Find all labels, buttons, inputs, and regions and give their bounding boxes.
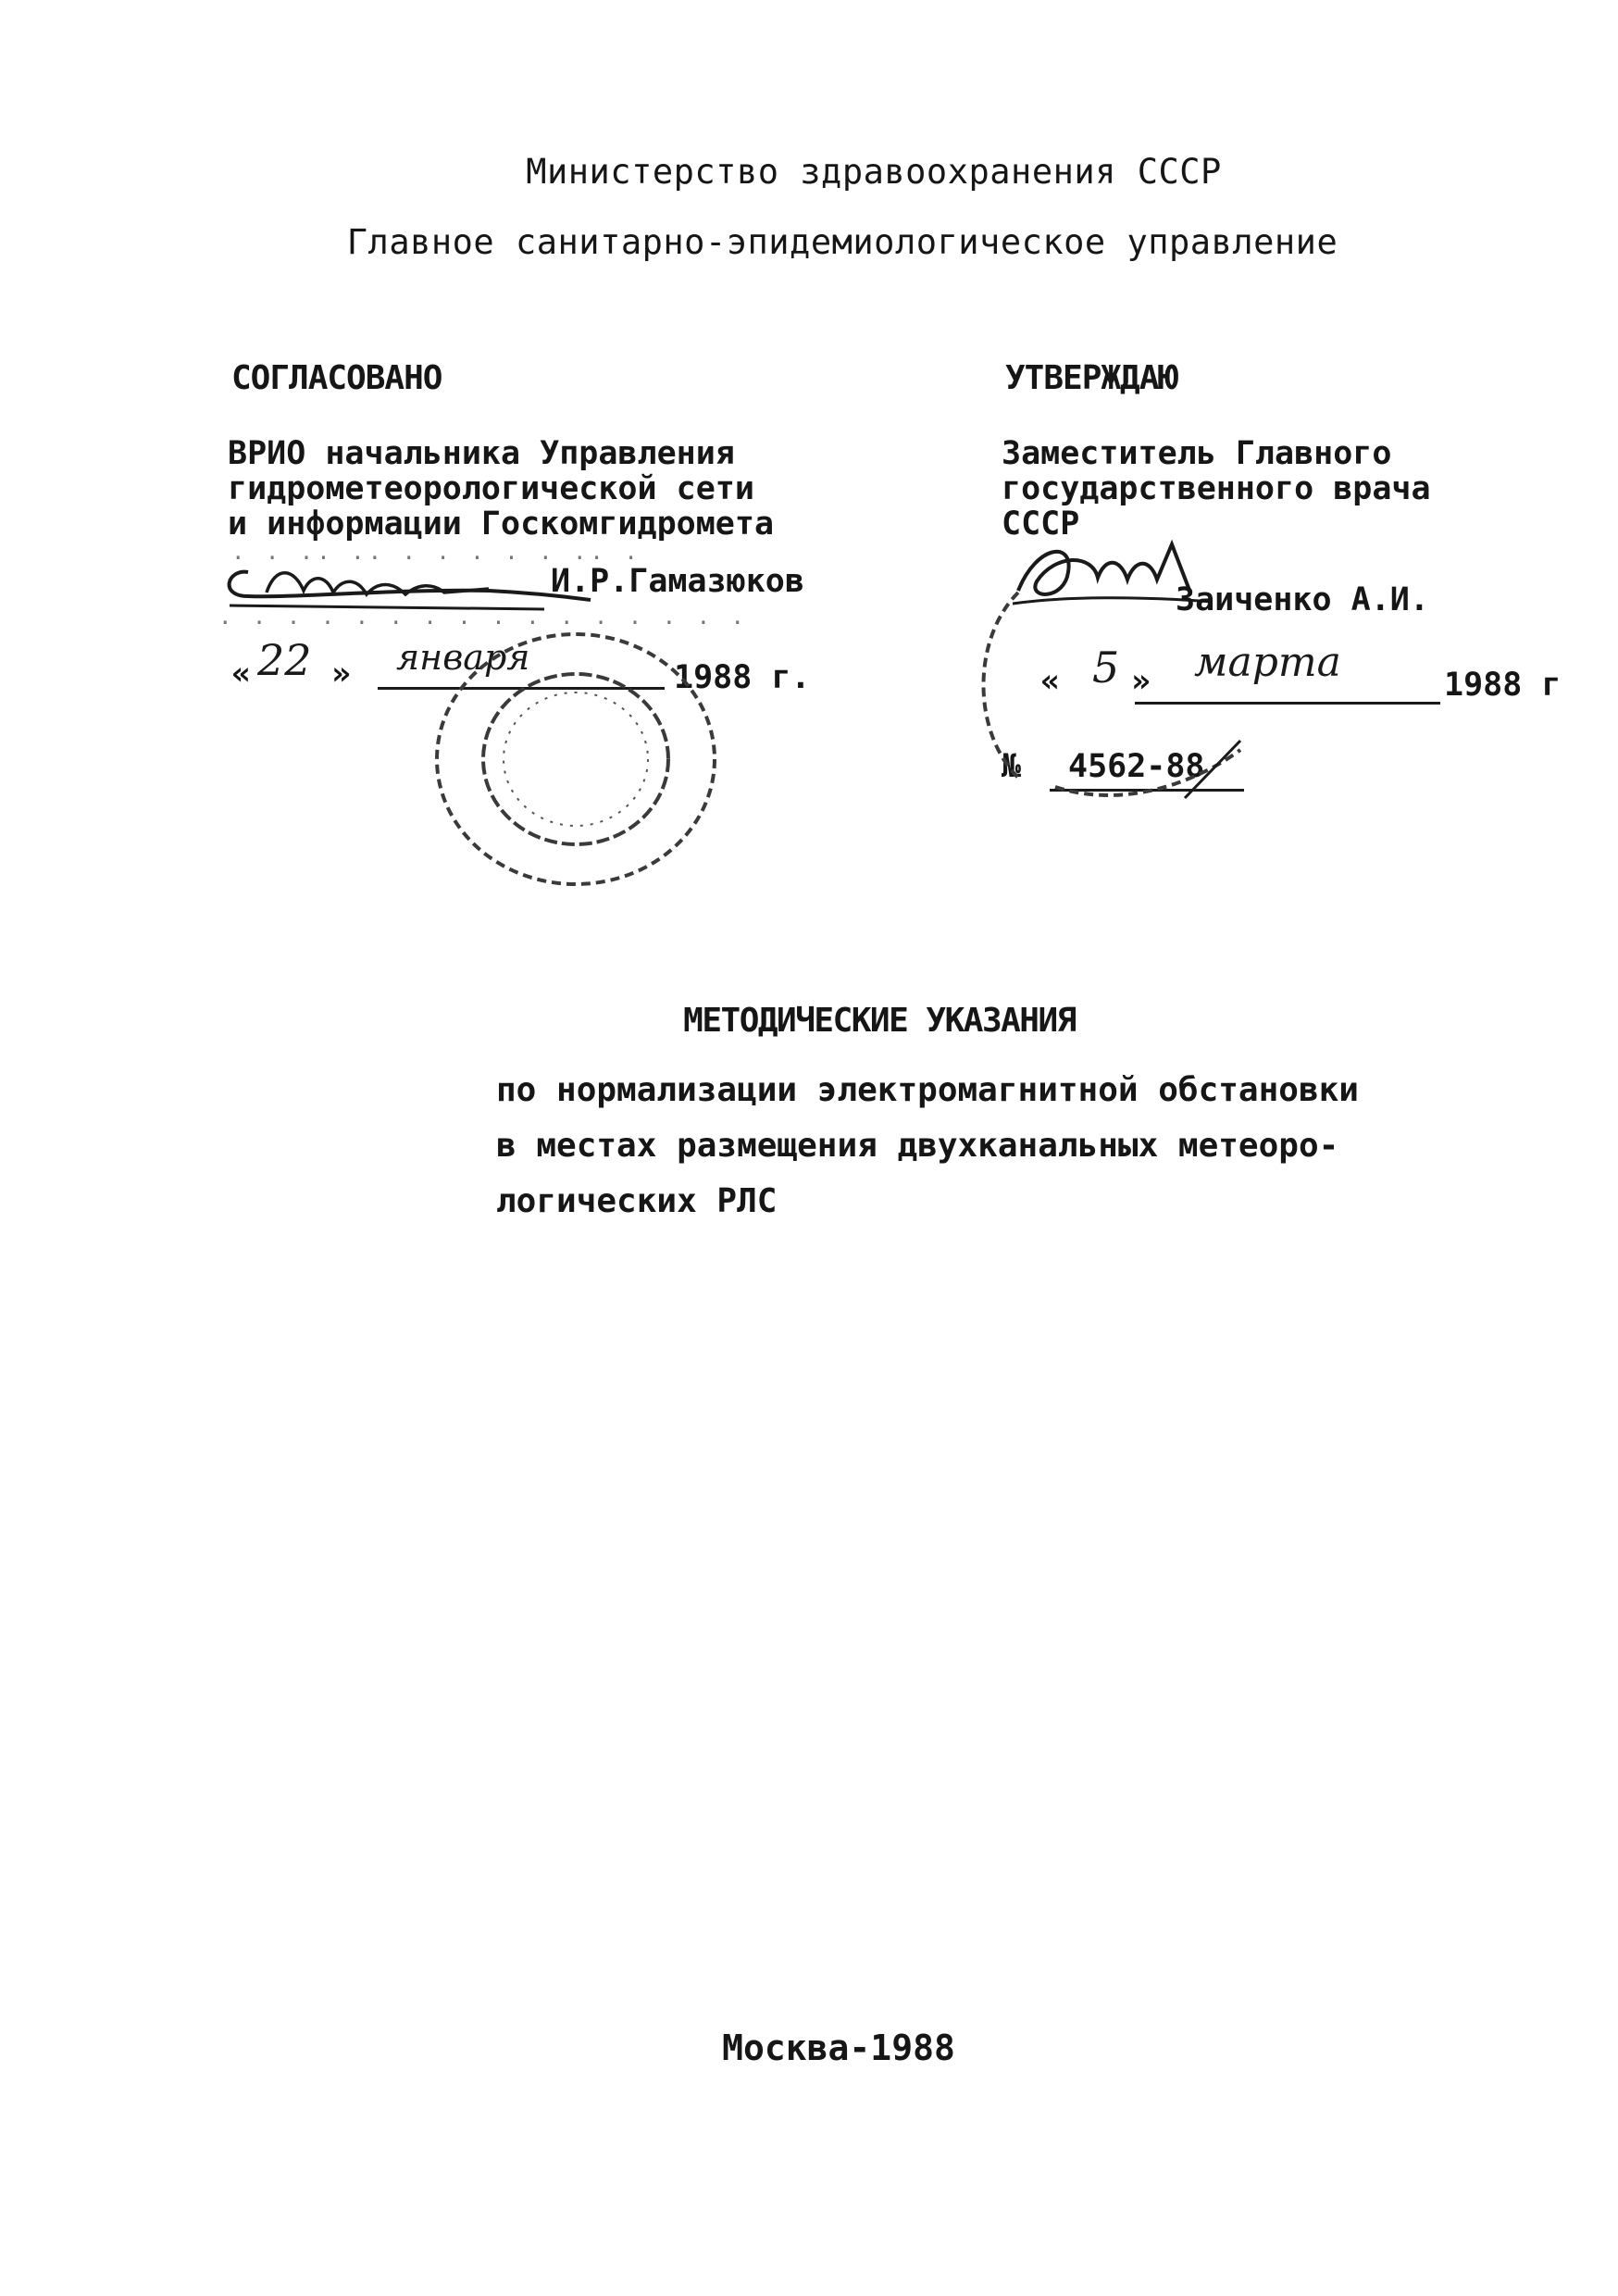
left-position-line-1: ВРИО начальника Управления xyxy=(228,435,735,472)
document-subtitle-line-1: по нормализации электромагнитной обстановки xyxy=(496,1071,1359,1109)
left-position-line-2: гидрометеорологической сети xyxy=(228,470,754,507)
right-position-line-1: Заместитель Главного xyxy=(1002,435,1392,472)
agreed-heading: СОГЛАСОВАНО xyxy=(231,359,442,397)
right-date-quote-close: » xyxy=(1131,663,1151,700)
right-date-quote-open: « xyxy=(1040,663,1061,700)
left-date-quote-open: « xyxy=(231,655,252,693)
right-round-stamp xyxy=(963,555,1277,824)
document-subtitle-line-3: логических РЛС xyxy=(496,1182,778,1220)
left-date-year: 1988 г. xyxy=(674,659,811,696)
document-title: МЕТОДИЧЕСКИЕ УКАЗАНИЯ xyxy=(683,1002,1076,1040)
place-and-year: Москва-1988 xyxy=(722,2028,955,2068)
left-date-quote-close: » xyxy=(331,655,352,693)
left-date-month: января xyxy=(396,637,530,678)
right-signatory-name: Заиченко А.И. xyxy=(1176,581,1429,618)
right-number-prefix: № xyxy=(1002,748,1022,785)
faded-text-noise-2: . . . . . . . . . . . . . . . . xyxy=(218,604,748,630)
right-date-day: 5 xyxy=(1092,643,1120,693)
department-header: Главное санитарно-эпидемиологическое управление xyxy=(346,222,1338,262)
left-position-line-3: и информации Госкомгидромета xyxy=(228,505,775,543)
right-date-year: 1988 г xyxy=(1444,667,1562,704)
ministry-header: Министерство здравоохранения СССР xyxy=(526,152,1222,192)
approved-heading: УТВЕРЖДАЮ xyxy=(1005,359,1178,397)
right-position-line-3: СССР xyxy=(1002,505,1080,543)
left-date-day: 22 xyxy=(257,635,312,685)
right-doc-number: 4562-88 xyxy=(1068,748,1205,785)
document-subtitle-line-2: в местах размещения двухканальных метеоро- xyxy=(496,1127,1339,1165)
right-date-month: марта xyxy=(1194,639,1341,686)
faded-text-noise: . . .. .. . . . . . .. . xyxy=(231,539,641,565)
left-round-stamp xyxy=(418,620,733,898)
right-position-line-2: государственного врача xyxy=(1002,470,1431,507)
left-signatory-name: И.Р.Гамазюков xyxy=(551,563,804,600)
